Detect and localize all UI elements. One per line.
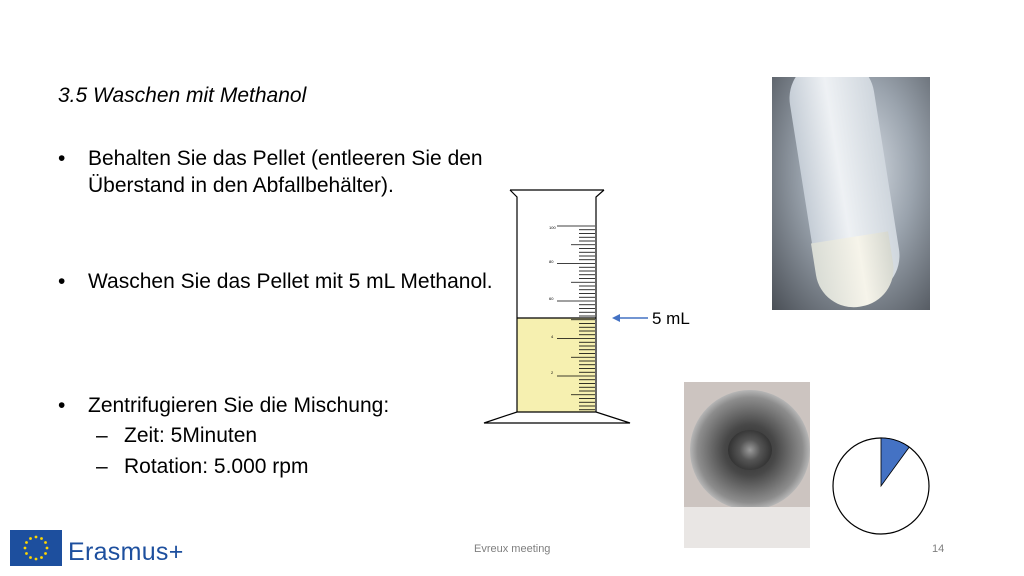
sub-bullet-text: Zeit: 5Minuten <box>124 424 258 447</box>
sub-bullet-symbol: – <box>96 424 108 447</box>
star-icon <box>29 556 32 559</box>
bullet-text: Waschen Sie das Pellet mit 5 mL Methanol. <box>88 270 493 293</box>
erasmus-logo: Erasmus+ <box>68 538 184 566</box>
eu-stars-icon <box>10 530 62 566</box>
star-icon <box>40 537 43 540</box>
star-icon <box>44 541 47 544</box>
star-icon <box>35 536 38 539</box>
star-icon <box>40 556 43 559</box>
test-tube-photo <box>772 77 930 310</box>
arrow-icon <box>612 314 648 322</box>
star-icon <box>44 552 47 555</box>
bullet-text: Zentrifugieren Sie die Mischung: <box>88 394 390 417</box>
scale-label: 4 <box>551 334 554 339</box>
sub-bullet-symbol: – <box>96 455 108 478</box>
volume-annotation: 5 mL <box>652 309 690 328</box>
sub-bullet-text: Rotation: 5.000 rpm <box>124 455 309 478</box>
slide-title: 3.5 Waschen mit Methanol <box>58 84 307 107</box>
centrifuge-photo <box>684 382 810 548</box>
scale-label: 2 <box>551 370 554 375</box>
star-icon <box>24 547 27 550</box>
cylinder-wall-left <box>510 190 517 412</box>
scale-label: 100 <box>549 225 556 230</box>
star-icon <box>25 541 28 544</box>
star-icon <box>25 552 28 555</box>
scale-label: 60 <box>549 296 554 301</box>
test-tube-pellet <box>811 231 899 310</box>
bullet-symbol: • <box>58 270 66 293</box>
footer-text: Evreux meeting <box>474 543 551 555</box>
cylinder-wall-right <box>596 190 604 412</box>
centrifuge-base <box>684 507 810 548</box>
bullet-symbol: • <box>58 147 66 170</box>
bullet-symbol: • <box>58 394 66 417</box>
star-icon <box>29 537 32 540</box>
centrifuge-rotor <box>728 430 772 470</box>
eu-flag-icon <box>10 530 62 566</box>
star-icon <box>46 547 49 550</box>
bullet-text: Behalten Sie das Pellet (entleeren Sie den Überstand in den Abfallbehälter). <box>88 147 483 197</box>
cylinder-base <box>484 412 630 423</box>
star-icon <box>35 558 38 561</box>
scale-label: 80 <box>549 259 554 264</box>
page-number: 14 <box>932 543 945 555</box>
